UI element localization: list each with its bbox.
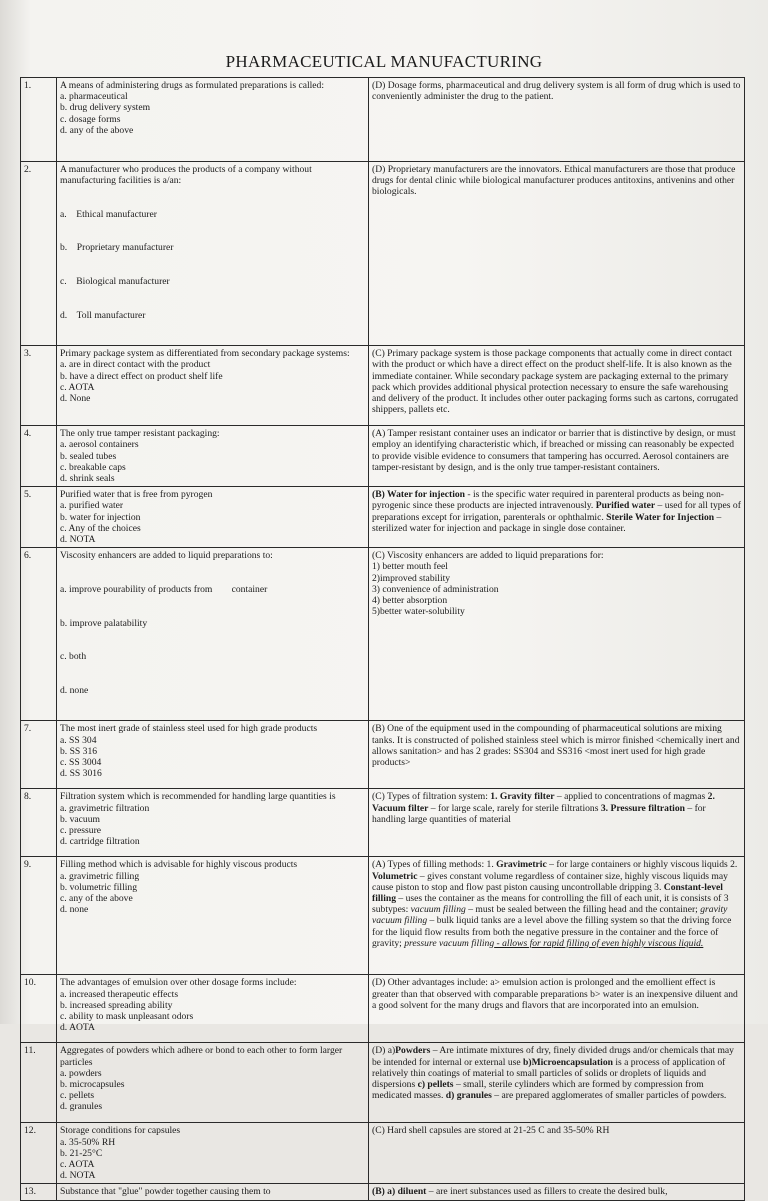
option: a. purified water bbox=[60, 500, 124, 512]
table-row bbox=[21, 1184, 745, 1200]
table-row bbox=[21, 857, 745, 975]
answer-desc: - allows for rapid filling of even highly viscous liquid. bbox=[494, 937, 704, 949]
question-text: Aggregates of powders which adhere or bond to each other to form larger particles bbox=[60, 1045, 343, 1068]
page-title: PHARMACEUTICAL MANUFACTURING bbox=[225, 52, 543, 71]
question-text: Filtration system which is recommended for handling large quantities is bbox=[60, 791, 336, 803]
question-text: A manufacturer who produces the products of a company without manufacturing facilities is a/an: bbox=[60, 164, 312, 187]
answer-term: Sterile Water for Injection bbox=[606, 511, 715, 523]
answer-cell bbox=[369, 487, 745, 548]
answer-text: (C) Hard shell capsules are stored at 21-25 C and 35-50% RH bbox=[372, 1125, 610, 1137]
question-number: 10. bbox=[21, 975, 57, 1043]
answer-term: b)Microencapsulation bbox=[523, 1056, 613, 1068]
option: b. sealed tubes bbox=[60, 450, 117, 462]
question-cell bbox=[57, 789, 369, 857]
answer-term: 2. Vacuum filter bbox=[372, 791, 715, 814]
question-cell bbox=[57, 346, 369, 426]
answer-term: Gravimetric bbox=[496, 859, 547, 871]
question-number: 8. bbox=[21, 789, 57, 857]
option: b. water for injection bbox=[60, 511, 141, 523]
table-row bbox=[21, 721, 745, 789]
option: a. gravimetric filtration bbox=[60, 802, 150, 814]
option: d. NOTA bbox=[60, 534, 96, 546]
question-cell bbox=[57, 426, 369, 487]
option: c. breakable caps bbox=[60, 461, 126, 473]
answer-text: (A) Tamper resistant container uses an indicator or barrier that is distinctive by design, or must employ an identifying characteristic which, if breached or missing can reasonably be expected to provide visible evidence to consumers that tampering has occurred. Aerosol containers are tamper-resistant by design, and is the only true tamper-resistant containers. bbox=[372, 428, 736, 473]
table-row bbox=[21, 789, 745, 857]
answer-text: (D) Dosage forms, pharmaceutical and drug delivery system is all form of drug which is used to conveniently administer the drug to the patient. bbox=[372, 80, 741, 103]
answer-desc: (A) Types of filling methods: 1. bbox=[372, 859, 497, 871]
option: b. increased spreading ability bbox=[60, 999, 173, 1011]
answer-text bbox=[372, 1186, 741, 1197]
question-number: 2. bbox=[21, 162, 57, 346]
table-row bbox=[21, 548, 745, 721]
answer-term: 3. Pressure filtration bbox=[600, 802, 685, 814]
option: d. none bbox=[60, 684, 89, 696]
answer-cell bbox=[369, 548, 745, 721]
answer-line: 5)better water-solubility bbox=[372, 606, 465, 618]
question-cell bbox=[57, 1123, 369, 1184]
answer-term: d) granules bbox=[445, 1090, 492, 1102]
answer-text: (B) One of the equipment used in the compounding of pharmaceutical solutions are mixing tanks. It is constructed of polished stainless steel which is mirror finished <chemically inert and allows sanitation> and has 2 grades: SS304 and SS316 <most inert used for high grade products> bbox=[372, 723, 740, 768]
answer-text bbox=[372, 1045, 741, 1101]
answer-text bbox=[372, 791, 741, 825]
answer-desc: (D) a) bbox=[372, 1045, 396, 1057]
answer-line: 4) better absorption bbox=[372, 595, 448, 607]
answer-desc: – for handling large quantities of material bbox=[372, 802, 706, 825]
answer-desc: – are prepared agglomerates of smaller particles of powders. bbox=[491, 1090, 727, 1102]
option: a. aerosol containers bbox=[60, 439, 139, 451]
answer-cell bbox=[369, 346, 745, 426]
option: c. AOTA bbox=[60, 1158, 95, 1170]
option: b. Proprietary manufacturer bbox=[60, 242, 174, 254]
option: c. any of the above bbox=[60, 892, 133, 904]
option: b. vacuum bbox=[60, 813, 100, 825]
question-cell bbox=[57, 975, 369, 1043]
option: a. increased therapeutic effects bbox=[60, 988, 179, 1000]
answer-cell bbox=[369, 857, 745, 975]
question-text: Primary package system as differentiated from secondary package systems: bbox=[60, 348, 350, 360]
option: c. AOTA bbox=[60, 381, 95, 393]
option: a. gravimetric filling bbox=[60, 870, 140, 882]
answer-term: vacuum filling bbox=[410, 904, 466, 916]
question-number: 1. bbox=[21, 78, 57, 162]
option: c. both bbox=[60, 651, 87, 663]
table-row bbox=[21, 487, 745, 548]
option: c. Any of the choices bbox=[60, 522, 141, 534]
question-cell bbox=[57, 1184, 369, 1200]
answer-desc: (C) Types of filtration system: bbox=[372, 791, 491, 803]
question-cell bbox=[57, 721, 369, 789]
question-text: A means of administering drugs as formulated preparations is called: bbox=[60, 80, 325, 91]
table-row bbox=[21, 1123, 745, 1184]
option: a. pharmaceutical bbox=[60, 91, 128, 103]
answer-desc: – for large scale, rarely for sterile filtrations bbox=[428, 802, 601, 814]
answer-line: (C) Viscosity enhancers are added to liquid preparations for: bbox=[372, 550, 604, 562]
answer-cell bbox=[369, 1184, 745, 1200]
question-cell bbox=[57, 487, 369, 548]
answer-term: Powders bbox=[395, 1045, 431, 1057]
option: b. SS 316 bbox=[60, 745, 98, 757]
option: c. dosage forms bbox=[60, 113, 121, 125]
answer-desc: – gives constant volume regardless of container size, highly viscous liquids may cause piston to stop and flow past piston causing uncontrollable dripping 3. bbox=[372, 870, 728, 893]
option: d. AOTA bbox=[60, 1022, 95, 1034]
option: d. cartridge filtration bbox=[60, 836, 140, 848]
table-row bbox=[21, 78, 745, 162]
table-row bbox=[21, 1043, 745, 1123]
question-cell bbox=[57, 548, 369, 721]
answer-cell bbox=[369, 1043, 745, 1123]
option: c. pellets bbox=[60, 1090, 95, 1102]
question-cell bbox=[57, 857, 369, 975]
option: b. microcapsules bbox=[60, 1078, 125, 1090]
answer-desc: – are inert substances used as fillers to create the desired bulk, bbox=[426, 1186, 668, 1198]
table-row bbox=[21, 346, 745, 426]
question-text: Viscosity enhancers are added to liquid preparations to: bbox=[60, 550, 273, 562]
question-cell bbox=[57, 162, 369, 346]
question-text: Purified water that is free from pyrogen bbox=[60, 489, 213, 501]
option: b. volumetric filling bbox=[60, 881, 138, 893]
table-row bbox=[21, 975, 745, 1043]
answer-line: 3) convenience of administration bbox=[372, 583, 499, 595]
question-number: 3. bbox=[21, 346, 57, 426]
option: b. drug delivery system bbox=[60, 102, 151, 114]
answer-text: (C) Primary package system is those package components that actually come in direct contact with the product or which have a direct effect on the product shelf-life. It is also known as the immediate container. While secondary package system are packaging external to the primary pack which provides additional physical protection necessary to ensure the safe warehousing and delivery of the product. It includes other outer packaging forms such as cartons, corrugated shippers, pallets etc. bbox=[372, 348, 739, 416]
question-text: Storage conditions for capsules bbox=[60, 1125, 181, 1137]
option: c. ability to mask unpleasant odors bbox=[60, 1010, 194, 1022]
answer-desc: – sterilized water for injection and package in single dose container. bbox=[372, 511, 722, 534]
question-number: 11. bbox=[21, 1043, 57, 1123]
option: d. SS 3016 bbox=[60, 768, 102, 780]
option: c. pressure bbox=[60, 824, 102, 836]
option: a. 35-50% RH bbox=[60, 1136, 116, 1148]
answer-desc: – applied to concentrations of magmas bbox=[554, 791, 708, 803]
question-number: 5. bbox=[21, 487, 57, 548]
answer-desc: – for large containers or highly viscous liquids 2. bbox=[546, 859, 738, 871]
option: c. SS 3004 bbox=[60, 756, 102, 768]
option: a. are in direct contact with the product bbox=[60, 359, 211, 371]
answer-term: (B) a) diluent bbox=[372, 1186, 427, 1198]
question-number: 9. bbox=[21, 857, 57, 975]
answer-term: 1. Gravity filter bbox=[490, 791, 555, 803]
answer-desc: – uses the container as the means for controlling the fill of each unit, it is consists of 3 subtypes: bbox=[372, 892, 729, 916]
question-text: Filling method which is advisable for highly viscous products bbox=[60, 859, 298, 871]
question-number: 13. bbox=[21, 1184, 57, 1200]
answer-term: gravity vacuum filling bbox=[372, 904, 728, 927]
option: d. granules bbox=[60, 1101, 103, 1113]
option: d. shrink seals bbox=[60, 473, 115, 485]
option: d. NOTA bbox=[60, 1170, 96, 1182]
answer-term: (B) Water for injection bbox=[372, 489, 465, 501]
question-cell bbox=[57, 1043, 369, 1123]
option: b. 21-25°C bbox=[60, 1147, 103, 1159]
answer-desc: – small, sterile cylinders which are formed by compression from medicated masses. bbox=[372, 1078, 704, 1102]
answer-cell bbox=[369, 78, 745, 162]
option: b. have a direct effect on product shelf life bbox=[60, 370, 223, 382]
option: d. any of the above bbox=[60, 124, 134, 136]
question-table bbox=[20, 77, 745, 1201]
answer-line: 1) better mouth feel bbox=[372, 561, 448, 573]
answer-text: (D) Proprietary manufacturers are the innovators. Ethical manufacturers are those that produce drugs for dental clinic while biological manufacturer produces antitoxins, antivenins and other biologicals. bbox=[372, 164, 736, 198]
question-text: The only true tamper resistant packaging: bbox=[60, 428, 220, 440]
answer-term: Purified water bbox=[595, 500, 656, 512]
answer-term: Volumetric bbox=[372, 870, 418, 882]
answer-cell bbox=[369, 426, 745, 487]
question-text: The most inert grade of stainless steel used for high grade products bbox=[60, 723, 318, 735]
answer-desc: – must be sealed between the filling head and the container; bbox=[465, 904, 701, 916]
option: a. improve pourability of products from container bbox=[60, 583, 268, 595]
answer-desc: - is the specific water required in parenteral products as being non-pyrogenic since these products are injected intravenously. bbox=[372, 489, 724, 512]
answer-cell bbox=[369, 162, 745, 346]
option: c. Biological manufacturer bbox=[60, 276, 170, 288]
option: a. powders bbox=[60, 1067, 102, 1079]
answer-text bbox=[372, 859, 741, 949]
question-number: 4. bbox=[21, 426, 57, 487]
table-row bbox=[21, 426, 745, 487]
answer-text bbox=[372, 489, 741, 534]
option: d. Toll manufacturer bbox=[60, 309, 146, 321]
answer-cell bbox=[369, 975, 745, 1043]
answer-text: (D) Other advantages include: a> emulsion action is prolonged and the emollient effect is greater than that observed with comparable preparations b> water is an inexpensive diluent and a good solvent for the many drugs and flavors that are incorporated into an emulsion. bbox=[372, 977, 738, 1011]
option: b. improve palatability bbox=[60, 617, 148, 629]
answer-cell bbox=[369, 789, 745, 857]
answer-desc: is a process of application of relatively thin coatings of material to small particles of solids or droplets of liquids and dispersions bbox=[372, 1056, 726, 1090]
option: d. None bbox=[60, 393, 91, 405]
answer-cell bbox=[369, 721, 745, 789]
answer-cell bbox=[369, 1123, 745, 1184]
answer-desc: – Are intimate mixtures of dry, finely divided drugs and/or chemicals that may be intended for internal or external use bbox=[372, 1045, 734, 1068]
option: d. none bbox=[60, 904, 89, 916]
question-number: 12. bbox=[21, 1123, 57, 1184]
option: a. Ethical manufacturer bbox=[60, 208, 157, 220]
answer-line: 2)improved stability bbox=[372, 572, 451, 584]
question-text: The advantages of emulsion over other dosage forms include: bbox=[60, 977, 297, 989]
question-text: Substance that "glue" powder together causing them to bbox=[60, 1186, 271, 1198]
table-row bbox=[21, 162, 745, 346]
question-cell bbox=[57, 78, 369, 162]
answer-term: pressure vacuum filling bbox=[404, 937, 495, 949]
answer-desc: – bulk liquid tanks are a level above the filling system so that the driving force for the liquid flow results from both the negative pressure in the container and the force of gravity; bbox=[372, 915, 732, 949]
option: a. SS 304 bbox=[60, 734, 97, 746]
answer-term: c) pellets bbox=[417, 1078, 454, 1090]
answer-term: Constant-level filling bbox=[372, 881, 723, 904]
question-number: 6. bbox=[21, 548, 57, 721]
answer-desc: – used for all types of preparations except for irrigation, parenterals or ophthalmic. bbox=[372, 500, 741, 523]
question-number: 7. bbox=[21, 721, 57, 789]
